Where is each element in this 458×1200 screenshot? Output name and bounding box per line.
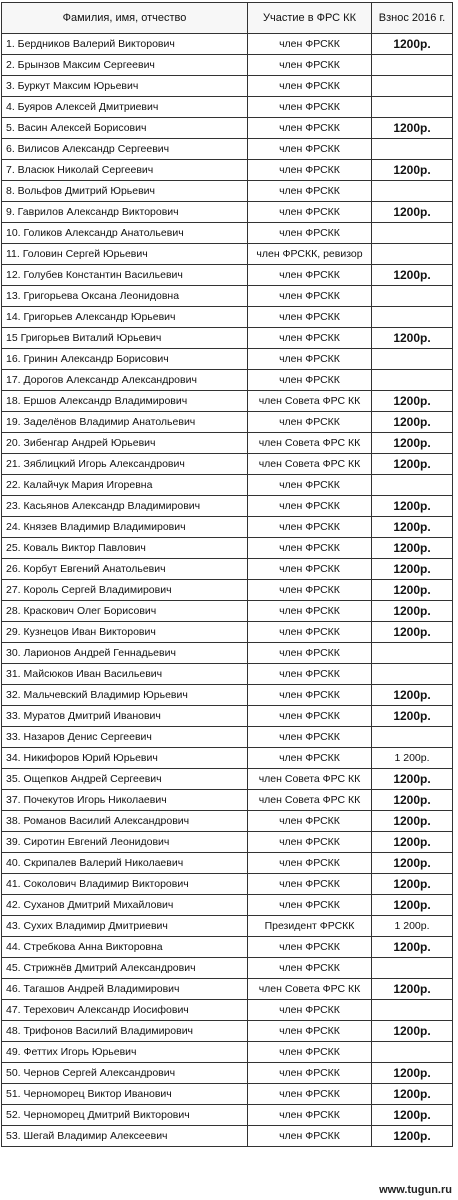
member-fee-cell: 1200р. — [372, 559, 453, 580]
member-fee-cell — [372, 55, 453, 76]
member-fee-cell: 1200р. — [372, 496, 453, 517]
member-fee-cell: 1200р. — [372, 1105, 453, 1126]
table-row — [2, 244, 453, 265]
member-name-cell: 19. Заделёнов Владимир Анатольевич — [2, 412, 248, 433]
member-name-cell: 28. Краскович Олег Борисович — [2, 601, 248, 622]
table-header — [2, 3, 453, 34]
member-fee-cell: 1200р. — [372, 160, 453, 181]
member-name-cell: 30. Ларионов Андрей Геннадьевич — [2, 643, 248, 664]
member-name-cell: 25. Коваль Виктор Павлович — [2, 538, 248, 559]
member-fee-cell: 1200р. — [372, 412, 453, 433]
member-name-cell: 8. Вольфов Дмитрий Юрьевич — [2, 181, 248, 202]
table-row — [2, 475, 453, 496]
member-role-cell: член ФРСКК — [248, 1084, 372, 1105]
member-role-cell: член ФРСКК — [248, 97, 372, 118]
member-fee-cell: 1200р. — [372, 538, 453, 559]
table-row — [2, 160, 453, 181]
member-name-cell: 34. Никифоров Юрий Юрьевич — [2, 748, 248, 769]
member-role-cell: член ФРСКК — [248, 538, 372, 559]
member-role-cell: член ФРСКК — [248, 1000, 372, 1021]
member-name-cell: 44. Стребкова Анна Викторовна — [2, 937, 248, 958]
table-row — [2, 223, 453, 244]
member-role-cell: член ФРСКК — [248, 223, 372, 244]
table-row — [2, 307, 453, 328]
table-row — [2, 622, 453, 643]
member-fee-cell — [372, 1000, 453, 1021]
member-role-cell: член ФРСКК — [248, 1042, 372, 1063]
table-row — [2, 496, 453, 517]
member-fee-cell: 1200р. — [372, 937, 453, 958]
member-role-cell: член ФРСКК — [248, 307, 372, 328]
member-name-cell: 33. Муратов Дмитрий Иванович — [2, 706, 248, 727]
member-role-cell: член ФРСКК — [248, 1126, 372, 1147]
table-row — [2, 916, 453, 937]
member-name-cell: 23. Касьянов Александр Владимирович — [2, 496, 248, 517]
member-name-cell: 22. Калайчук Мария Игоревна — [2, 475, 248, 496]
table-row — [2, 874, 453, 895]
member-role-cell: член Совета ФРС КК — [248, 769, 372, 790]
member-name-cell: 1. Бердников Валерий Викторович — [2, 34, 248, 55]
member-name-cell: 13. Григорьева Оксана Леонидовна — [2, 286, 248, 307]
member-name-cell: 32. Мальчевский Владимир Юрьевич — [2, 685, 248, 706]
member-role-cell: член ФРСКК — [248, 349, 372, 370]
member-fee-cell — [372, 475, 453, 496]
member-role-cell: член ФРСКК — [248, 664, 372, 685]
member-role-cell: член ФРСКК — [248, 811, 372, 832]
header-name: Фамилия, имя, отчество — [2, 3, 248, 34]
member-role-cell: член ФРСКК — [248, 937, 372, 958]
member-name-cell: 5. Васин Алексей Борисович — [2, 118, 248, 139]
member-fee-cell: 1200р. — [372, 1126, 453, 1147]
member-fee-cell — [372, 223, 453, 244]
member-role-cell: член ФРСКК — [248, 328, 372, 349]
member-name-cell: 40. Скрипалев Валерий Николаевич — [2, 853, 248, 874]
member-role-cell: член Совета ФРС КК — [248, 433, 372, 454]
table-row — [2, 391, 453, 412]
member-name-cell: 47. Терехович Александр Иосифович — [2, 1000, 248, 1021]
member-fee-cell — [372, 1042, 453, 1063]
header-role: Участие в ФРС КК — [248, 3, 372, 34]
member-fee-cell — [372, 643, 453, 664]
table-row — [2, 538, 453, 559]
table-row — [2, 559, 453, 580]
member-role-cell: член ФРСКК — [248, 601, 372, 622]
member-fee-cell: 1200р. — [372, 391, 453, 412]
table-row — [2, 685, 453, 706]
member-role-cell: Президент ФРСКК — [248, 916, 372, 937]
member-role-cell: член ФРСКК — [248, 475, 372, 496]
table-row — [2, 265, 453, 286]
member-name-cell: 49. Феттих Игорь Юрьевич — [2, 1042, 248, 1063]
table-row — [2, 1000, 453, 1021]
table-row — [2, 97, 453, 118]
member-fee-cell: 1 200р. — [372, 748, 453, 769]
member-role-cell: член ФРСКК — [248, 412, 372, 433]
member-name-cell: 33. Назаров Денис Сергеевич — [2, 727, 248, 748]
member-fee-cell — [372, 727, 453, 748]
member-fee-cell: 1200р. — [372, 1063, 453, 1084]
table-row — [2, 55, 453, 76]
member-role-cell: член ФРСКК — [248, 559, 372, 580]
member-name-cell: 43. Сухих Владимир Дмитриевич — [2, 916, 248, 937]
member-fee-cell: 1200р. — [372, 811, 453, 832]
member-fee-cell: 1200р. — [372, 790, 453, 811]
member-role-cell: член ФРСКК — [248, 139, 372, 160]
table-row — [2, 181, 453, 202]
member-fee-cell — [372, 244, 453, 265]
member-role-cell: член ФРСКК — [248, 1105, 372, 1126]
member-name-cell: 7. Власюк Николай Сергеевич — [2, 160, 248, 181]
member-name-cell: 3. Буркут Максим Юрьевич — [2, 76, 248, 97]
table-row — [2, 202, 453, 223]
member-role-cell: член ФРСКК — [248, 706, 372, 727]
member-fee-cell — [372, 307, 453, 328]
member-role-cell: член ФРСКК — [248, 34, 372, 55]
member-name-cell: 53. Шегай Владимир Алексеевич — [2, 1126, 248, 1147]
member-name-cell: 21. Зяблицкий Игорь Александрович — [2, 454, 248, 475]
table-row — [2, 580, 453, 601]
member-role-cell: член ФРСКК — [248, 685, 372, 706]
member-role-cell: член Совета ФРС КК — [248, 979, 372, 1000]
member-fee-cell — [372, 181, 453, 202]
member-role-cell: член ФРСКК — [248, 832, 372, 853]
table-row — [2, 811, 453, 832]
member-role-cell: член ФРСКК — [248, 496, 372, 517]
member-role-cell: член ФРСКК — [248, 55, 372, 76]
table-row — [2, 118, 453, 139]
table-row — [2, 706, 453, 727]
member-fee-cell — [372, 370, 453, 391]
member-role-cell: член Совета ФРС КК — [248, 454, 372, 475]
member-name-cell: 45. Стрижнёв Дмитрий Александрович — [2, 958, 248, 979]
member-name-cell: 50. Чернов Сергей Александрович — [2, 1063, 248, 1084]
member-role-cell: член Совета ФРС КК — [248, 391, 372, 412]
member-name-cell: 6. Вилисов Александр Сергеевич — [2, 139, 248, 160]
member-fee-cell: 1200р. — [372, 1021, 453, 1042]
table-row — [2, 601, 453, 622]
member-fee-cell — [372, 286, 453, 307]
member-role-cell: член ФРСКК, ревизор — [248, 244, 372, 265]
member-name-cell: 29. Кузнецов Иван Викторович — [2, 622, 248, 643]
member-role-cell: член ФРСКК — [248, 748, 372, 769]
member-fee-cell: 1 200р. — [372, 916, 453, 937]
members-table — [1, 2, 453, 1147]
member-fee-cell: 1200р. — [372, 580, 453, 601]
member-fee-cell: 1200р. — [372, 874, 453, 895]
member-name-cell: 24. Князев Владимир Владимирович — [2, 517, 248, 538]
member-name-cell: 27. Король Сергей Владимирович — [2, 580, 248, 601]
member-name-cell: 9. Гаврилов Александр Викторович — [2, 202, 248, 223]
table-row — [2, 517, 453, 538]
member-name-cell: 31. Майсюков Иван Васильевич — [2, 664, 248, 685]
site-watermark: www.tugun.ru — [379, 1184, 452, 1196]
member-name-cell: 11. Головин Сергей Юрьевич — [2, 244, 248, 265]
member-fee-cell: 1200р. — [372, 601, 453, 622]
member-role-cell: член ФРСКК — [248, 1021, 372, 1042]
member-name-cell: 26. Корбут Евгений Анатольевич — [2, 559, 248, 580]
member-name-cell: 18. Ершов Александр Владимирович — [2, 391, 248, 412]
member-fee-cell — [372, 76, 453, 97]
table-row — [2, 895, 453, 916]
table-row — [2, 286, 453, 307]
member-fee-cell: 1200р. — [372, 853, 453, 874]
member-fee-cell: 1200р. — [372, 706, 453, 727]
table-row — [2, 643, 453, 664]
member-role-cell: член ФРСКК — [248, 622, 372, 643]
member-fee-cell: 1200р. — [372, 202, 453, 223]
member-role-cell: член ФРСКК — [248, 853, 372, 874]
table-row — [2, 979, 453, 1000]
member-name-cell: 14. Григорьев Александр Юрьевич — [2, 307, 248, 328]
member-fee-cell: 1200р. — [372, 265, 453, 286]
member-role-cell: член ФРСКК — [248, 1063, 372, 1084]
table-row — [2, 937, 453, 958]
member-role-cell: член ФРСКК — [248, 118, 372, 139]
member-role-cell: член ФРСКК — [248, 76, 372, 97]
table-row — [2, 412, 453, 433]
member-role-cell: член ФРСКК — [248, 874, 372, 895]
member-role-cell: член ФРСКК — [248, 286, 372, 307]
member-name-cell: 35. Ощепков Андрей Сергеевич — [2, 769, 248, 790]
table-row — [2, 370, 453, 391]
member-fee-cell: 1200р. — [372, 895, 453, 916]
table-row — [2, 76, 453, 97]
member-role-cell: член ФРСКК — [248, 517, 372, 538]
member-fee-cell — [372, 349, 453, 370]
member-role-cell: член ФРСКК — [248, 580, 372, 601]
table-row — [2, 1084, 453, 1105]
table-row — [2, 139, 453, 160]
member-role-cell: член ФРСКК — [248, 265, 372, 286]
table-row — [2, 1021, 453, 1042]
member-fee-cell: 1200р. — [372, 328, 453, 349]
table-row — [2, 328, 453, 349]
member-role-cell: член ФРСКК — [248, 202, 372, 223]
member-name-cell: 38. Романов Василий Александрович — [2, 811, 248, 832]
member-fee-cell: 1200р. — [372, 118, 453, 139]
member-role-cell: член ФРСКК — [248, 181, 372, 202]
table-row — [2, 349, 453, 370]
table-row — [2, 454, 453, 475]
table-row — [2, 34, 453, 55]
header-row — [2, 3, 453, 34]
member-name-cell: 16. Гринин Александр Борисович — [2, 349, 248, 370]
table-row — [2, 727, 453, 748]
member-fee-cell: 1200р. — [372, 622, 453, 643]
table-row — [2, 664, 453, 685]
table-row — [2, 748, 453, 769]
table-row — [2, 1042, 453, 1063]
table-row — [2, 1126, 453, 1147]
member-fee-cell — [372, 664, 453, 685]
member-name-cell: 20. Зибенгар Андрей Юрьевич — [2, 433, 248, 454]
member-name-cell: 41. Соколович Владимир Викторович — [2, 874, 248, 895]
member-fee-cell: 1200р. — [372, 517, 453, 538]
member-name-cell: 52. Черноморец Дмитрий Викторович — [2, 1105, 248, 1126]
member-role-cell: член ФРСКК — [248, 160, 372, 181]
member-name-cell: 51. Черноморец Виктор Иванович — [2, 1084, 248, 1105]
member-role-cell: член Совета ФРС КК — [248, 790, 372, 811]
member-name-cell: 12. Голубев Константин Васильевич — [2, 265, 248, 286]
member-name-cell: 42. Суханов Дмитрий Михайлович — [2, 895, 248, 916]
member-role-cell: член ФРСКК — [248, 643, 372, 664]
member-name-cell: 39. Сиротин Евгений Леонидович — [2, 832, 248, 853]
member-role-cell: член ФРСКК — [248, 958, 372, 979]
member-role-cell: член ФРСКК — [248, 727, 372, 748]
member-role-cell: член ФРСКК — [248, 370, 372, 391]
member-fee-cell: 1200р. — [372, 769, 453, 790]
member-name-cell: 15 Григорьев Виталий Юрьевич — [2, 328, 248, 349]
member-name-cell: 2. Брынзов Максим Сергеевич — [2, 55, 248, 76]
member-fee-cell: 1200р. — [372, 454, 453, 475]
table-row — [2, 1105, 453, 1126]
member-fee-cell: 1200р. — [372, 1084, 453, 1105]
member-name-cell: 48. Трифонов Василий Владимирович — [2, 1021, 248, 1042]
table-row — [2, 769, 453, 790]
member-name-cell: 37. Почекутов Игорь Николаевич — [2, 790, 248, 811]
member-name-cell: 10. Голиков Александр Анатольевич — [2, 223, 248, 244]
header-fee: Взнос 2016 г. — [372, 3, 453, 34]
member-fee-cell — [372, 97, 453, 118]
table-row — [2, 832, 453, 853]
table-row — [2, 958, 453, 979]
member-fee-cell: 1200р. — [372, 832, 453, 853]
member-fee-cell — [372, 958, 453, 979]
member-fee-cell: 1200р. — [372, 34, 453, 55]
member-fee-cell: 1200р. — [372, 433, 453, 454]
member-fee-cell: 1200р. — [372, 979, 453, 1000]
member-role-cell: член ФРСКК — [248, 895, 372, 916]
table-row — [2, 1063, 453, 1084]
table-row — [2, 790, 453, 811]
member-fee-cell: 1200р. — [372, 685, 453, 706]
member-name-cell: 17. Дорогов Александр Александрович — [2, 370, 248, 391]
table-row — [2, 853, 453, 874]
member-name-cell: 46. Тагашов Андрей Владимирович — [2, 979, 248, 1000]
table-row — [2, 433, 453, 454]
member-name-cell: 4. Буяров Алексей Дмитриевич — [2, 97, 248, 118]
member-fee-cell — [372, 139, 453, 160]
table-body — [2, 34, 453, 1147]
